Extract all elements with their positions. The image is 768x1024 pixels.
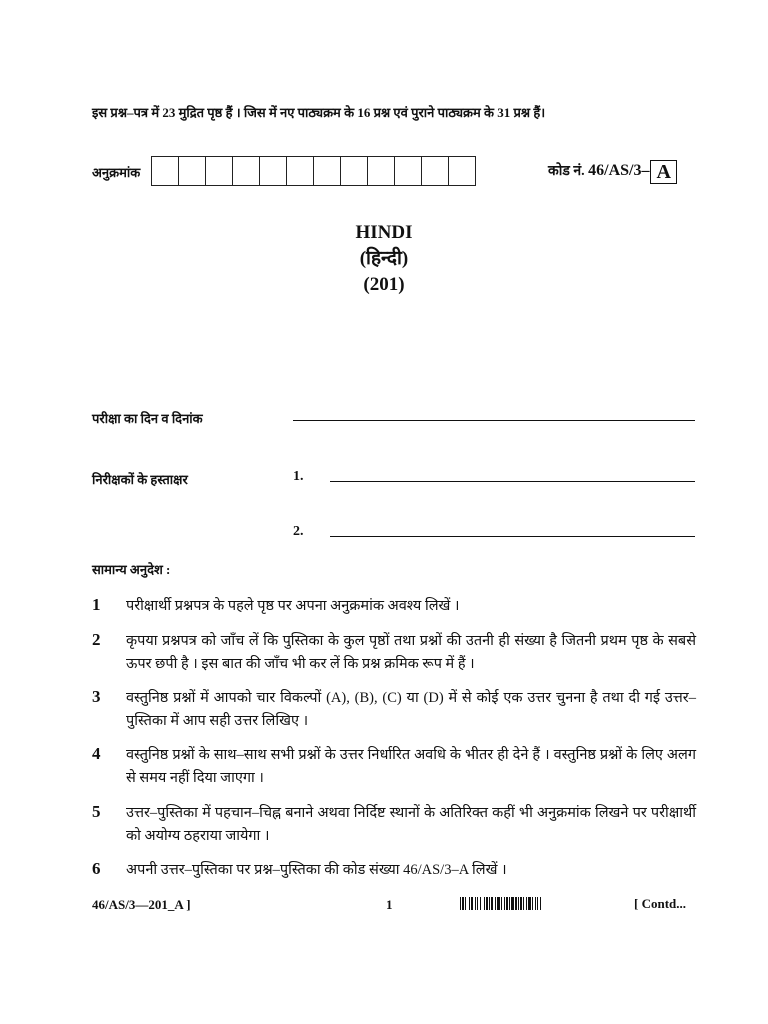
barcode (460, 897, 542, 910)
exam-date-line (293, 420, 695, 421)
code-label: कोड नं. (548, 164, 585, 180)
roll-number-box (367, 156, 395, 186)
instruction-number: 2 (92, 630, 101, 649)
title-block (0, 220, 768, 298)
signature-1-label: 1. (293, 469, 304, 484)
instructions-heading: सामान्य अनुदेश : (92, 562, 171, 577)
roll-number-box (259, 156, 287, 186)
continued-marker: [ Contd... (634, 896, 687, 911)
instruction-number: 3 (92, 687, 101, 706)
signature-2-label: 2. (293, 524, 304, 539)
instruction-number: 4 (92, 744, 101, 763)
instruction-item (92, 859, 696, 882)
signature-2-line (330, 536, 695, 537)
instruction-item (92, 595, 696, 618)
roll-number-box (178, 156, 206, 186)
roll-number-box (205, 156, 233, 186)
roll-number-box (232, 156, 260, 186)
roll-number-box (313, 156, 341, 186)
subject-code: (201) (363, 274, 405, 295)
code-value: 46/AS/3– (588, 162, 650, 180)
roll-number-box (151, 156, 179, 186)
instruction-item (92, 630, 696, 676)
subject-title-en: HINDI (355, 222, 413, 243)
page-count-note: इस प्रश्न–पत्र में 23 मुद्रित पृष्ठ हैं । जिस में नए पाठ्यक्रम के 16 प्रश्न एवं पुराने पाठ्यक्रम के 31 प्रश्न हैं। (92, 105, 546, 120)
invigilator-signature-label: निरीक्षकों के हस्ताक्षर (92, 472, 188, 487)
roll-number-box (286, 156, 314, 186)
set-letter-box: A (650, 160, 676, 184)
paper-code (548, 160, 677, 184)
instruction-number: 1 (92, 595, 101, 614)
exam-date-label: परीक्षा का दिन व दिनांक (92, 411, 203, 426)
roll-number-box (421, 156, 449, 186)
subject-title-hi: (हिन्दी) (359, 248, 409, 269)
roll-number-box (448, 156, 476, 186)
roll-number-label: अनुक्रमांक (92, 165, 141, 180)
instruction-item (92, 744, 696, 790)
instruction-text: उत्तर–पुस्तिका में पहचान–चिह्न बनाने अथवा निर्दिष्ट स्थानों के अतिरिक्त कहीं भी अनुक्रमांक लिखने पर परीक्षार्थी को अयोग्य ठहराया जायेगा । (126, 805, 696, 844)
page-number: 1 (386, 897, 393, 912)
signature-1-line (330, 481, 695, 482)
instruction-text: परीक्षार्थी प्रश्नपत्र के पहले पृष्ठ पर अपना अनुक्रमांक अवश्य लिखें । (126, 598, 460, 614)
instruction-text: कृपया प्रश्नपत्र को जाँच लें कि पुस्तिका के कुल पृष्ठों तथा प्रश्नों की उतनी ही संख्या है जितनी प्रथम पृष्ठ के सबसे ऊपर छपी है । इस बात की जाँच भी कर लें कि प्रश्न क्रमिक रूप में हैं । (126, 633, 696, 672)
roll-number-box (340, 156, 368, 186)
roll-number-boxes (151, 156, 476, 186)
footer-paper-code: 46/AS/3—201_A ] (92, 897, 191, 912)
instruction-item (92, 687, 696, 733)
instruction-number: 6 (92, 859, 101, 878)
instruction-text: अपनी उत्तर–पुस्तिका पर प्रश्न–पुस्तिका की कोड संख्या 46/AS/3–A लिखें । (126, 862, 507, 878)
instruction-text: वस्तुनिष्ठ प्रश्नों में आपको चार विकल्पों (A), (B), (C) या (D) में से कोई एक उत्तर चुनना है तथा दी गई उत्तर–पुस्तिका में आप सही उत्तर लिखिए । (126, 690, 696, 729)
roll-number-box (394, 156, 422, 186)
instruction-text: वस्तुनिष्ठ प्रश्नों के साथ–साथ सभी प्रश्नों के उत्तर निर्धारित अवधि के भीतर ही देने हैं । वस्तुनिष्ठ प्रश्नों के लिए अलग से समय नहीं दिया जाएगा । (126, 747, 696, 786)
instruction-number: 5 (92, 802, 101, 821)
instruction-item (92, 802, 696, 848)
